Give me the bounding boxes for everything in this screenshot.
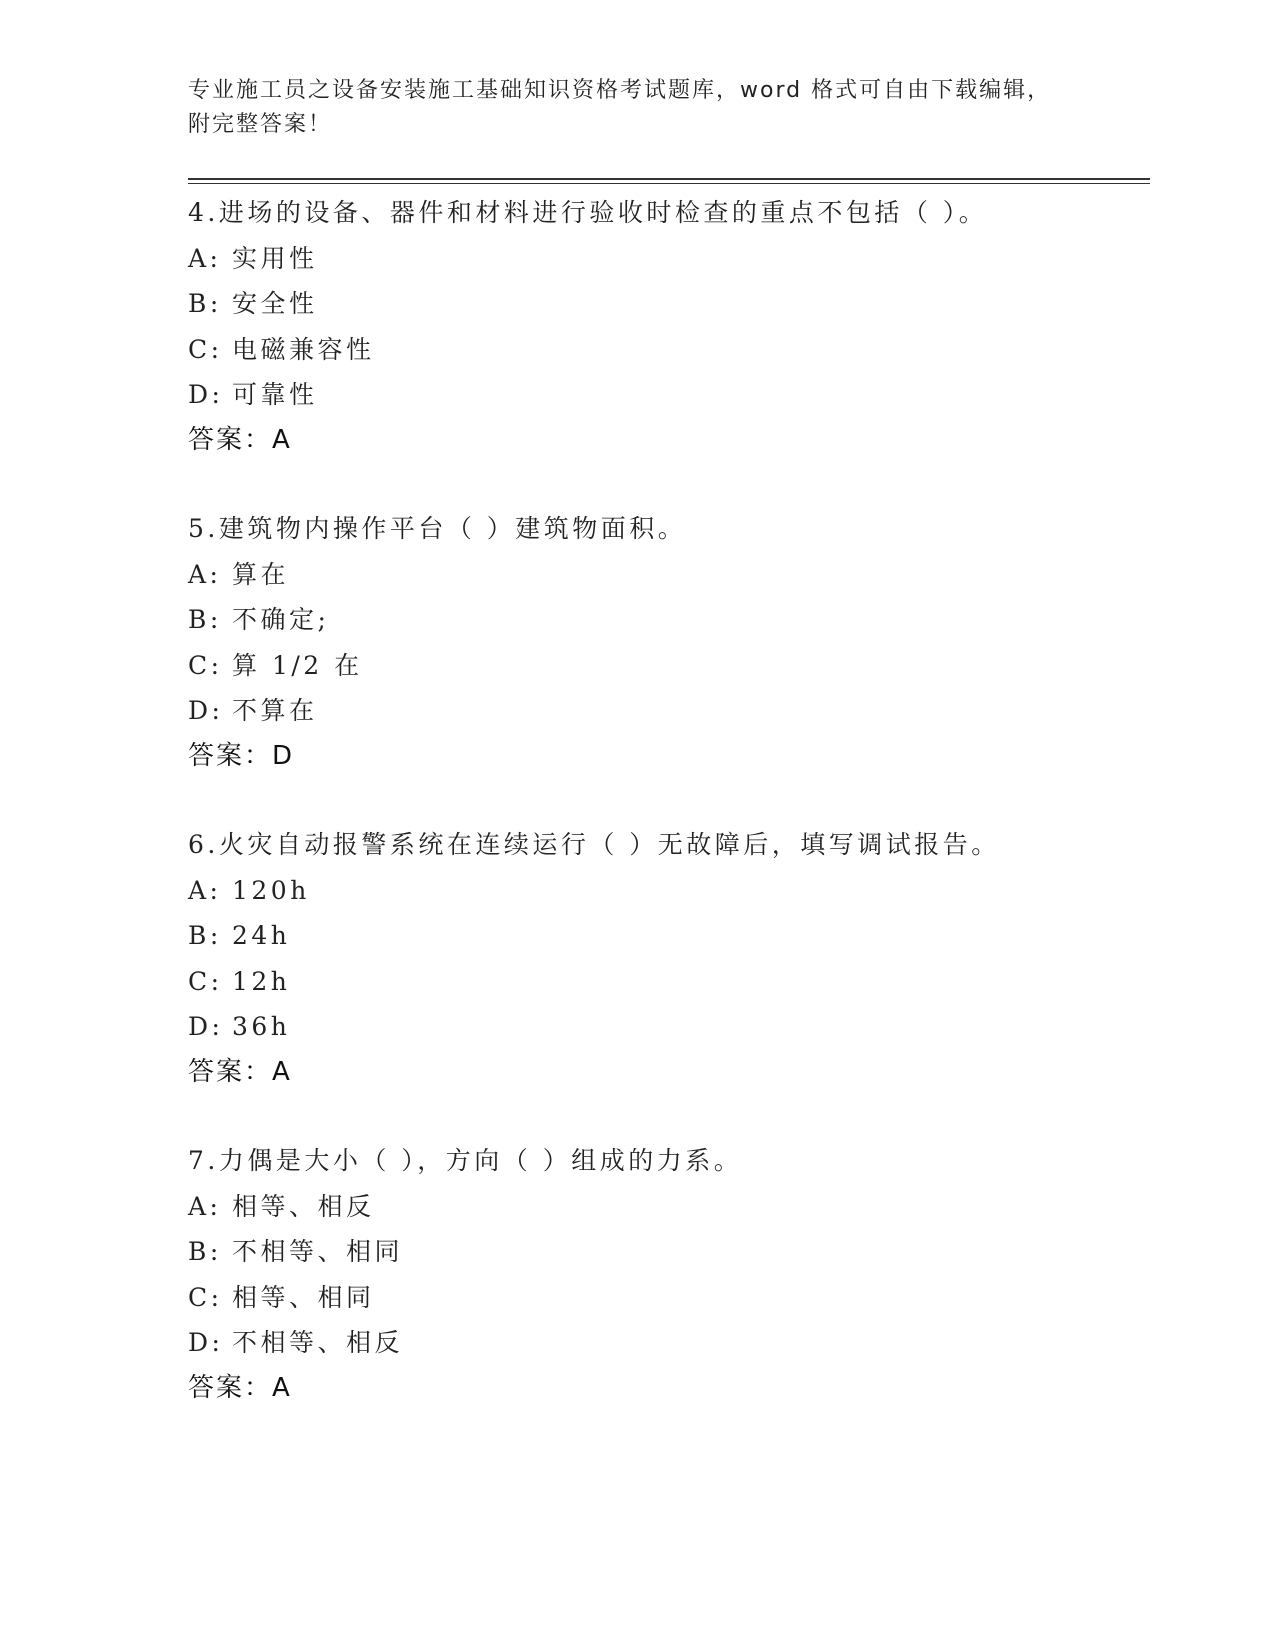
option-text: 相等、相反	[232, 1191, 375, 1221]
header-line-1: 专业施工员之设备安装施工基础知识资格考试题库，word 格式可自由下载编辑，	[188, 78, 1052, 103]
option-letter: B:	[188, 921, 222, 950]
header-divider-thin	[188, 183, 1150, 184]
option-text: 36h	[232, 1012, 291, 1041]
option-a	[188, 1184, 1150, 1230]
option-b	[188, 597, 1150, 643]
question-item	[188, 190, 1150, 463]
option-text: 电磁兼容性	[232, 334, 375, 364]
option-letter: A:	[188, 875, 222, 905]
option-letter: C:	[188, 1282, 223, 1312]
option-d	[188, 1320, 1150, 1366]
option-letter: A:	[188, 243, 222, 273]
answer-line: 答案：D	[188, 740, 295, 771]
option-a	[188, 236, 1150, 282]
option-text: 不算在	[232, 696, 318, 725]
option-letter: C:	[188, 334, 223, 364]
option-c	[188, 959, 1150, 1005]
option-letter: C:	[188, 966, 223, 996]
option-c	[188, 327, 1150, 373]
option-text: 不确定;	[232, 605, 330, 634]
option-b	[188, 1229, 1150, 1275]
option-d	[188, 1004, 1150, 1050]
answer-line: 答案：A	[188, 1372, 292, 1403]
option-text: 相等、相同	[232, 1282, 375, 1312]
option-text: 不相等、相反	[232, 1328, 404, 1357]
document-header	[188, 74, 1088, 142]
option-letter: C:	[188, 650, 223, 680]
option-letter: B:	[188, 605, 222, 634]
option-letter: D:	[188, 1328, 224, 1357]
option-text: 可靠性	[232, 380, 318, 409]
option-letter: D:	[188, 1012, 224, 1041]
option-letter: D:	[188, 380, 224, 409]
option-letter: A:	[188, 559, 222, 589]
option-letter: D:	[188, 696, 224, 725]
question-stem: 7.力偶是大小（ ），方向（ ）组成的力系。	[188, 1146, 743, 1175]
option-text: 120h	[232, 875, 310, 905]
answer-line: 答案：A	[188, 1056, 292, 1087]
question-item	[188, 1138, 1150, 1411]
option-d	[188, 372, 1150, 418]
option-letter: B:	[188, 1237, 222, 1266]
option-b	[188, 281, 1150, 327]
option-text: 实用性	[232, 243, 318, 273]
option-letter: B:	[188, 289, 222, 318]
option-text: 12h	[232, 966, 291, 996]
header-line-2: 附完整答案！	[188, 112, 333, 137]
answer-line: 答案：A	[188, 424, 292, 455]
option-text: 不相等、相同	[232, 1237, 404, 1266]
option-text: 算在	[232, 559, 290, 589]
question-item	[188, 822, 1150, 1095]
option-letter: A:	[188, 1191, 222, 1221]
option-a	[188, 868, 1150, 914]
option-text: 算 1/2 在	[232, 650, 363, 680]
question-stem: 4.进场的设备、器件和材料进行验收时检查的重点不包括（ ）。	[188, 198, 988, 227]
option-c	[188, 643, 1150, 689]
question-stem: 5.建筑物内操作平台（ ）建筑物面积。	[188, 514, 687, 543]
option-text: 24h	[232, 921, 291, 950]
option-c	[188, 1275, 1150, 1321]
question-item	[188, 506, 1150, 779]
question-list	[188, 190, 1150, 1454]
question-stem: 6.火灾自动报警系统在连续运行（ ）无故障后，填写调试报告。	[188, 830, 1000, 859]
option-d	[188, 688, 1150, 734]
header-divider-thick	[188, 178, 1150, 180]
option-a	[188, 552, 1150, 598]
option-b	[188, 913, 1150, 959]
option-text: 安全性	[232, 289, 318, 318]
